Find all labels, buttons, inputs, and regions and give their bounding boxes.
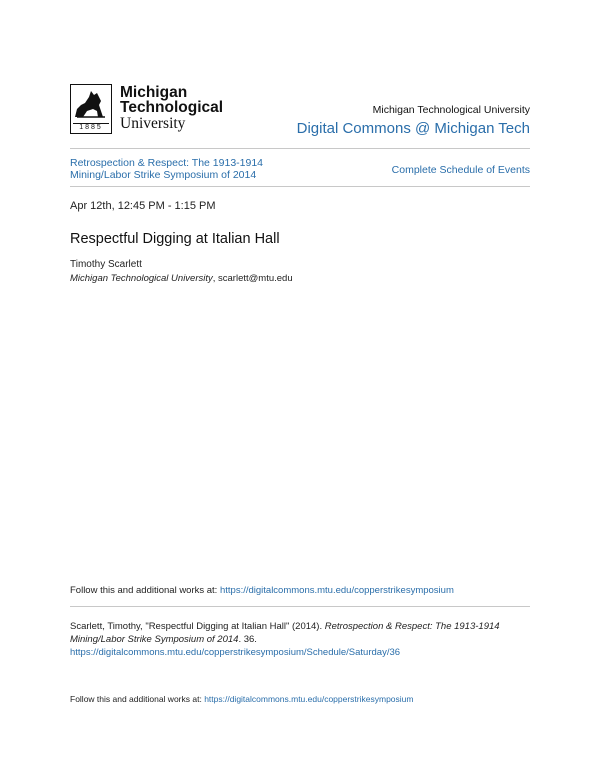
citation-venue: Retrospection & Respect: The 1913-1914 Mining/Labor Strike Symposium of 2014 <box>70 621 500 645</box>
footer-follow-link[interactable]: https://digitalcommons.mtu.edu/copperstrikesymposium <box>204 694 414 704</box>
author-email: , scarlett@mtu.edu <box>212 273 293 284</box>
citation-divider <box>70 606 530 607</box>
author-affiliation <box>70 273 293 284</box>
page-title: Respectful Digging at Italian Hall <box>70 231 280 247</box>
citation-link[interactable]: https://digitalcommons.mtu.edu/copperstrikesymposium/Schedule/Saturday/36 <box>70 647 401 658</box>
logo-text-line3: University <box>120 115 186 132</box>
series-link[interactable]: Retrospection & Respect: The 1913-1914 Mining/Labor Strike Symposium of 2014 <box>70 157 264 181</box>
series-divider <box>70 186 530 187</box>
affiliation-name: Michigan Technological University <box>70 273 213 284</box>
follow-label: Follow this and additional works at: <box>70 585 220 596</box>
logo-text-line2: Technological <box>120 99 224 116</box>
event-datetime: Apr 12th, 12:45 PM - 1:15 PM <box>70 200 216 212</box>
logo-year: 1885 <box>73 123 109 131</box>
citation-block <box>70 620 530 659</box>
university-logo <box>70 84 240 138</box>
institution-name: Michigan Technological University <box>372 104 530 116</box>
follow-link[interactable]: https://digitalcommons.mtu.edu/copperstrikesymposium <box>219 585 454 596</box>
header-divider <box>70 148 530 149</box>
husky-logo-icon <box>70 84 112 134</box>
logo-text-line1: Michigan <box>120 84 188 101</box>
author-name: Timothy Scarlett <box>70 259 142 270</box>
schedule-link[interactable]: Complete Schedule of Events <box>391 164 530 176</box>
digital-commons-link[interactable]: Digital Commons @ Michigan Tech <box>296 120 530 137</box>
follow-line <box>70 585 454 596</box>
footer-follow-line <box>70 694 413 704</box>
citation-prefix: Scarlett, Timothy, "Respectful Digging at Italian Hall" (2014). <box>70 621 325 632</box>
footer-follow-label: Follow this and additional works at: <box>70 694 205 704</box>
citation-suffix: . 36. <box>238 634 257 645</box>
